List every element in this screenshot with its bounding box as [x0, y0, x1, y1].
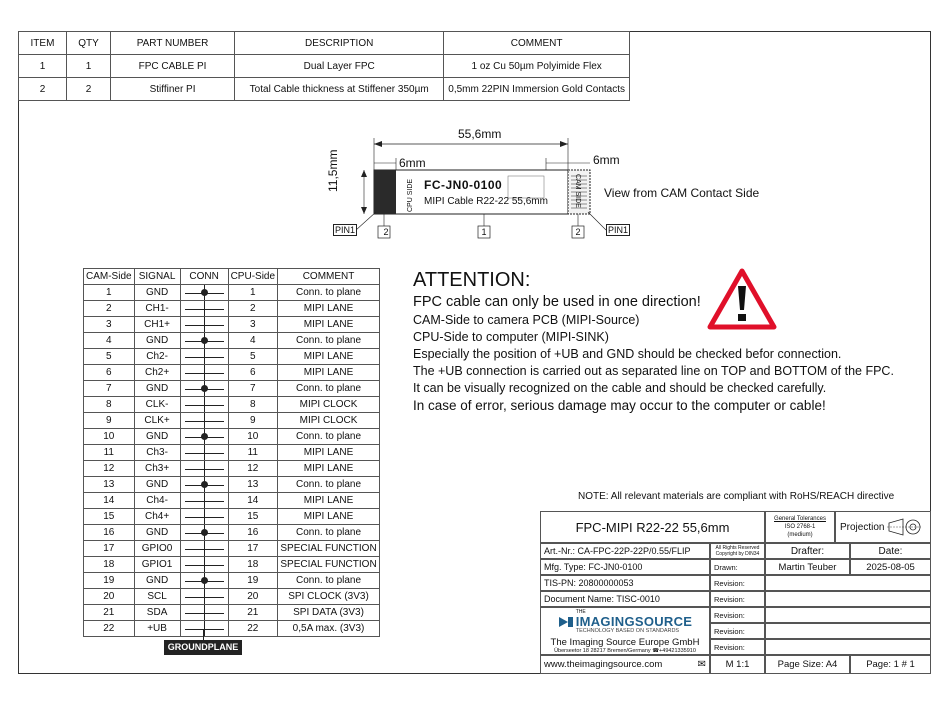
cpu-pin: 16 [228, 525, 277, 541]
drawing-title: FPC-MIPI R22-22 55,6mm [575, 519, 730, 535]
cpu-pin: 8 [228, 397, 277, 413]
arrow-right [560, 141, 568, 147]
art-nr: Art.-Nr.: CA-FPC-22P-22P/0.55/FLIP [544, 546, 691, 556]
revision-value-cell [765, 591, 931, 607]
pin-row [84, 509, 380, 525]
ground-bus [204, 301, 205, 316]
pin-row [84, 381, 380, 397]
pin-comment: MIPI LANE [278, 493, 380, 509]
cam-pin: 18 [84, 557, 135, 573]
conn-cell [180, 445, 228, 461]
cam-pin: 8 [84, 397, 135, 413]
warning-icon [707, 268, 777, 330]
attention-line: CAM-Side to camera PCB (MIPI-Source) [413, 313, 640, 327]
conn-cell [180, 349, 228, 365]
conn-cell [180, 589, 228, 605]
attention-line: It can be visually recognized on the cable and should be checked carefully. [413, 381, 827, 395]
pin-comment: Conn. to plane [278, 333, 380, 349]
date-value-cell [850, 559, 931, 575]
cam-pin: 7 [84, 381, 135, 397]
pin-comment: MIPI LANE [278, 365, 380, 381]
mfg-type: Mfg. Type: FC-JN0-0100 [544, 562, 643, 572]
drafter-label-cell [765, 543, 850, 559]
pin-comment: Conn. to plane [278, 477, 380, 493]
cam-pin: 1 [84, 285, 135, 301]
attention-block [413, 268, 913, 415]
conn-cell [180, 461, 228, 477]
pin1-right-label: PIN1 [608, 225, 629, 235]
cpu-pin: 22 [228, 621, 277, 637]
pin-header-cpu-side: CPU-Side [228, 269, 277, 285]
ground-bus [204, 397, 205, 412]
logo-top-text: THE [575, 609, 586, 615]
pin-row [84, 333, 380, 349]
pin-comment: SPI CLOCK (3V3) [278, 589, 380, 605]
cpu-pin: 1 [228, 285, 277, 301]
parts-cell: 2 [66, 78, 110, 101]
pin-comment: Conn. to plane [278, 573, 380, 589]
pin-comment: SPECIAL FUNCTION [278, 557, 380, 573]
conn-cell [180, 573, 228, 589]
page-number-cell [850, 655, 931, 674]
pin-comment: MIPI LANE [278, 317, 380, 333]
drafter-name-cell [765, 559, 850, 575]
logo-tagline: TECHNOLOGY BASED ON STANDARDS [575, 628, 680, 634]
ground-bus [204, 493, 205, 508]
signal-name: Ch3- [134, 445, 180, 461]
pin-comment: MIPI CLOCK [278, 413, 380, 429]
ground-junction-dot [201, 289, 208, 296]
pin-header-signal: SIGNAL [134, 269, 180, 285]
signal-name: CH1+ [134, 317, 180, 333]
pin-row [84, 557, 380, 573]
conn-cell [180, 621, 228, 637]
pin-comment: SPI DATA (3V3) [278, 605, 380, 621]
revision-value-cell [765, 623, 931, 639]
ground-bus [204, 589, 205, 604]
cpu-pin: 10 [228, 429, 277, 445]
cpu-pin: 21 [228, 605, 277, 621]
date-value: 2025-08-05 [866, 561, 915, 573]
mfg-type-cell [540, 559, 710, 575]
revision-label: Revision: [714, 642, 745, 652]
conn-cell [180, 541, 228, 557]
arrow-left [374, 141, 382, 147]
ground-bus [204, 541, 205, 556]
signal-name: CLK- [134, 397, 180, 413]
signal-name: GND [134, 429, 180, 445]
tis-pn-cell [540, 575, 710, 591]
revision-value-cell [765, 575, 931, 591]
pin-comment: Conn. to plane [278, 381, 380, 397]
pin-row [84, 605, 380, 621]
company-address: Überseetor 18 28217 Bremen/Germany ☎+49421335910 [554, 648, 696, 654]
conn-cell [180, 605, 228, 621]
pin-row [84, 285, 380, 301]
ground-junction-dot [201, 385, 208, 392]
conn-cell [180, 477, 228, 493]
pin-row [84, 573, 380, 589]
cam-pin: 22 [84, 621, 135, 637]
pin-comment: MIPI LANE [278, 461, 380, 477]
signal-name: Ch3+ [134, 461, 180, 477]
projection-cell [835, 511, 931, 543]
width-label: 11,5mm [326, 149, 340, 192]
cam-pin: 17 [84, 541, 135, 557]
pin-comment: MIPI LANE [278, 509, 380, 525]
page-number: Page: 1 # 1 [866, 659, 915, 670]
conn-cell [180, 301, 228, 317]
cpu-pin: 20 [228, 589, 277, 605]
parts-cell: Dual Layer FPC [235, 55, 444, 78]
signal-name: GND [134, 525, 180, 541]
rights-line: Copyright by DIN34 [715, 551, 760, 557]
balloon-left-label: 2 [383, 227, 389, 237]
ground-bus [204, 557, 205, 572]
title-cell [540, 511, 765, 543]
conn-cell [180, 397, 228, 413]
pin-comment: 0,5A max. (3V3) [278, 621, 380, 637]
pin-row [84, 301, 380, 317]
attention-line: CPU-Side to computer (MIPI-SINK) [413, 330, 609, 344]
signal-name: GPIO1 [134, 557, 180, 573]
revision-value-cell [765, 639, 931, 655]
drawn-label-cell [710, 559, 765, 575]
pin-row [84, 621, 380, 637]
cam-pin: 5 [84, 349, 135, 365]
cpu-pin: 13 [228, 477, 277, 493]
website-link: www.theimagingsource.com [544, 659, 663, 670]
ground-bus [204, 349, 205, 364]
ground-bus [204, 605, 205, 620]
cam-pin: 11 [84, 445, 135, 461]
label-box [508, 176, 544, 198]
parts-row [19, 55, 630, 78]
signal-name: Ch2+ [134, 365, 180, 381]
revision-label: Revision: [714, 578, 745, 588]
tolerances-class: (medium) [787, 532, 813, 538]
pin-row [84, 397, 380, 413]
revision-label: Revision: [714, 610, 745, 620]
signal-name: GND [134, 477, 180, 493]
pin-comment: SPECIAL FUNCTION [278, 541, 380, 557]
cpu-pin: 7 [228, 381, 277, 397]
logo-main-text: IMAGINGSOURCE [575, 614, 693, 629]
pin-header-cam-side: CAM-Side [84, 269, 135, 285]
cam-pin: 16 [84, 525, 135, 541]
parts-header-qty: QTY [66, 32, 110, 55]
pin-row [84, 477, 380, 493]
parts-header-comment: COMMENT [444, 32, 630, 55]
website-cell [540, 655, 710, 674]
attention-line: Especially the position of +UB and GND should be checked befor connection. [413, 347, 842, 361]
attention-line: The +UB connection is carried out as separated line on TOP and BOTTOM of the FPC. [413, 364, 894, 378]
cam-pin: 4 [84, 333, 135, 349]
pin-header-comment: COMMENT [278, 269, 380, 285]
parts-cell: 2 [19, 78, 67, 101]
pin-row [84, 445, 380, 461]
conn-cell [180, 333, 228, 349]
right-stiffener-label: 6mm [593, 153, 620, 167]
cable-name-label: MIPI Cable R22-22 55,6mm [424, 196, 548, 207]
revision-value-cell [765, 607, 931, 623]
attention-line: In case of error, serious damage may occur to the computer or cable! [413, 398, 826, 413]
signal-name: SDA [134, 605, 180, 621]
pin-header-conn: CONN [180, 269, 228, 285]
pin-row [84, 349, 380, 365]
date-label-cell [850, 543, 931, 559]
ground-bus [204, 461, 205, 476]
cam-pin: 14 [84, 493, 135, 509]
logo-mark-icon [558, 614, 574, 630]
signal-name: CLK+ [134, 413, 180, 429]
cam-pin: 15 [84, 509, 135, 525]
cpu-pin: 9 [228, 413, 277, 429]
tolerances-label: General Tolerances [774, 516, 826, 522]
cpu-pin: 5 [228, 349, 277, 365]
left-stiffener [374, 170, 396, 214]
tolerances-cell [765, 511, 835, 543]
conn-cell [180, 285, 228, 301]
signal-name: +UB [134, 621, 180, 637]
pin-header-row [84, 269, 380, 285]
ground-junction-dot [201, 529, 208, 536]
parts-cell: 1 [66, 55, 110, 78]
ground-junction-dot [201, 577, 208, 584]
projection-symbol-icon [887, 517, 921, 537]
parts-header-part-number: PART NUMBER [110, 32, 234, 55]
cam-side-label: CAM SIDE [574, 174, 581, 208]
tis-pn: TIS-PN: 20800000053 [544, 578, 634, 588]
revision-label-cell [710, 639, 765, 655]
signal-name: GPIO0 [134, 541, 180, 557]
art-nr-cell [540, 543, 710, 559]
cpu-pin: 18 [228, 557, 277, 573]
rohs-note: NOTE: All relevant materials are compliant with RoHS/REACH directive [578, 491, 895, 502]
pin-comment: Conn. to plane [278, 285, 380, 301]
cam-pin: 9 [84, 413, 135, 429]
balloon-center-label: 1 [481, 227, 487, 237]
pin-row [84, 493, 380, 509]
revision-label-cell [710, 623, 765, 639]
cam-pin: 10 [84, 429, 135, 445]
overall-length-label: 55,6mm [458, 127, 502, 141]
cpu-pin: 3 [228, 317, 277, 333]
cam-pin: 20 [84, 589, 135, 605]
attention-title: ATTENTION: [413, 269, 531, 291]
scale: M 1:1 [725, 659, 750, 670]
parts-row [19, 78, 630, 101]
signal-name: Ch4- [134, 493, 180, 509]
parts-header-description: DESCRIPTION [235, 32, 444, 55]
signal-name: GND [134, 285, 180, 301]
pin1-leader-right [588, 212, 606, 230]
signal-name: CH1- [134, 301, 180, 317]
arrow-top [361, 170, 367, 177]
left-stiffener-label: 6mm [399, 156, 426, 170]
ground-bus [204, 365, 205, 380]
pin1-leader-left [356, 212, 376, 230]
pin-comment: Conn. to plane [278, 429, 380, 445]
pin-row [84, 429, 380, 445]
doc-name: Document Name: TISC-0010 [544, 594, 660, 604]
rights-line: All Rights Reserved [715, 545, 760, 551]
signal-name: GND [134, 333, 180, 349]
groundplane-connector [203, 630, 204, 640]
cpu-side-label: CPU SIDE [407, 178, 414, 212]
mail-icon: ✉ [697, 659, 706, 670]
cpu-pin: 11 [228, 445, 277, 461]
pin-row [84, 589, 380, 605]
conn-cell [180, 557, 228, 573]
view-label: View from CAM Contact Side [604, 186, 760, 200]
conn-cell [180, 381, 228, 397]
pin-row [84, 525, 380, 541]
cam-pin: 13 [84, 477, 135, 493]
cpu-pin: 17 [228, 541, 277, 557]
revision-label: Revision: [714, 626, 745, 636]
ground-bus [204, 317, 205, 332]
drafter-name: Martin Teuber [778, 561, 837, 573]
drafter-label: Drafter: [790, 545, 825, 557]
cam-pin: 2 [84, 301, 135, 317]
parts-header-item: ITEM [19, 32, 67, 55]
pin-table [83, 268, 380, 637]
conn-cell [180, 429, 228, 445]
revision-label-cell [710, 591, 765, 607]
logo-cell [540, 607, 710, 655]
ground-junction-dot [201, 481, 208, 488]
conn-cell [180, 493, 228, 509]
pin-table-body [84, 285, 380, 637]
pin-row [84, 317, 380, 333]
pin-comment: MIPI LANE [278, 349, 380, 365]
pin-comment: MIPI LANE [278, 445, 380, 461]
pin-row [84, 461, 380, 477]
pin-row [84, 365, 380, 381]
signal-name: Ch2- [134, 349, 180, 365]
cpu-pin: 4 [228, 333, 277, 349]
ground-bus [204, 621, 205, 636]
signal-name: GND [134, 381, 180, 397]
cpu-pin: 2 [228, 301, 277, 317]
pin-row [84, 413, 380, 429]
signal-name: SCL [134, 589, 180, 605]
ground-junction-dot [201, 433, 208, 440]
cam-pin: 6 [84, 365, 135, 381]
conn-cell [180, 413, 228, 429]
cable-part-label: FC-JN0-0100 [424, 178, 503, 192]
revision-label: Revision: [714, 594, 745, 604]
tolerances-std: ISO 2768-1 [784, 524, 816, 530]
parts-header-row [19, 32, 630, 55]
pin-comment: MIPI LANE [278, 301, 380, 317]
cpu-pin: 12 [228, 461, 277, 477]
signal-name: Ch4+ [134, 509, 180, 525]
parts-cell: 1 [19, 55, 67, 78]
title-block [540, 511, 931, 674]
ground-bus [204, 445, 205, 460]
balloon-right-label: 2 [575, 227, 581, 237]
conn-cell [180, 525, 228, 541]
parts-cell: 0,5mm 22PIN Immersion Gold Contacts [444, 78, 630, 101]
company-name: The Imaging Source Europe GmbH [550, 637, 700, 648]
arrow-bottom [361, 207, 367, 214]
conn-cell [180, 317, 228, 333]
projection-label: Projection [840, 521, 885, 533]
ground-bus [204, 509, 205, 524]
scale-cell [710, 655, 765, 674]
groundplane-label: GROUNDPLANE [164, 640, 242, 655]
page-size: Page Size: A4 [777, 659, 838, 670]
conn-cell [180, 365, 228, 381]
cpu-pin: 14 [228, 493, 277, 509]
cpu-pin: 15 [228, 509, 277, 525]
pin1-left-label: PIN1 [335, 225, 356, 235]
date-label: Date: [878, 545, 903, 557]
company-logo [558, 610, 693, 634]
ground-junction-dot [201, 337, 208, 344]
parts-table [18, 31, 630, 101]
cpu-pin: 19 [228, 573, 277, 589]
parts-cell: FPC CABLE PI [110, 55, 234, 78]
pin-comment: MIPI CLOCK [278, 397, 380, 413]
revision-label-cell [710, 575, 765, 591]
pin-comment: Conn. to plane [278, 525, 380, 541]
pin-row [84, 541, 380, 557]
revision-label-cell [710, 607, 765, 623]
cam-pin: 3 [84, 317, 135, 333]
drawn-label: Drawn: [714, 562, 738, 572]
signal-name: GND [134, 573, 180, 589]
parts-cell: Total Cable thickness at Stiffener 350µm [235, 78, 444, 101]
cpu-pin: 6 [228, 365, 277, 381]
rights-cell [710, 543, 765, 559]
parts-cell: Stiffiner PI [110, 78, 234, 101]
cam-pin: 12 [84, 461, 135, 477]
page-size-cell [765, 655, 850, 674]
parts-cell: 1 oz Cu 50µm Polyimide Flex [444, 55, 630, 78]
attention-line: FPC cable can only be used in one direction! [413, 294, 701, 310]
conn-cell [180, 509, 228, 525]
cam-pin: 19 [84, 573, 135, 589]
cam-pin: 21 [84, 605, 135, 621]
ground-bus [204, 413, 205, 428]
doc-name-cell [540, 591, 710, 607]
